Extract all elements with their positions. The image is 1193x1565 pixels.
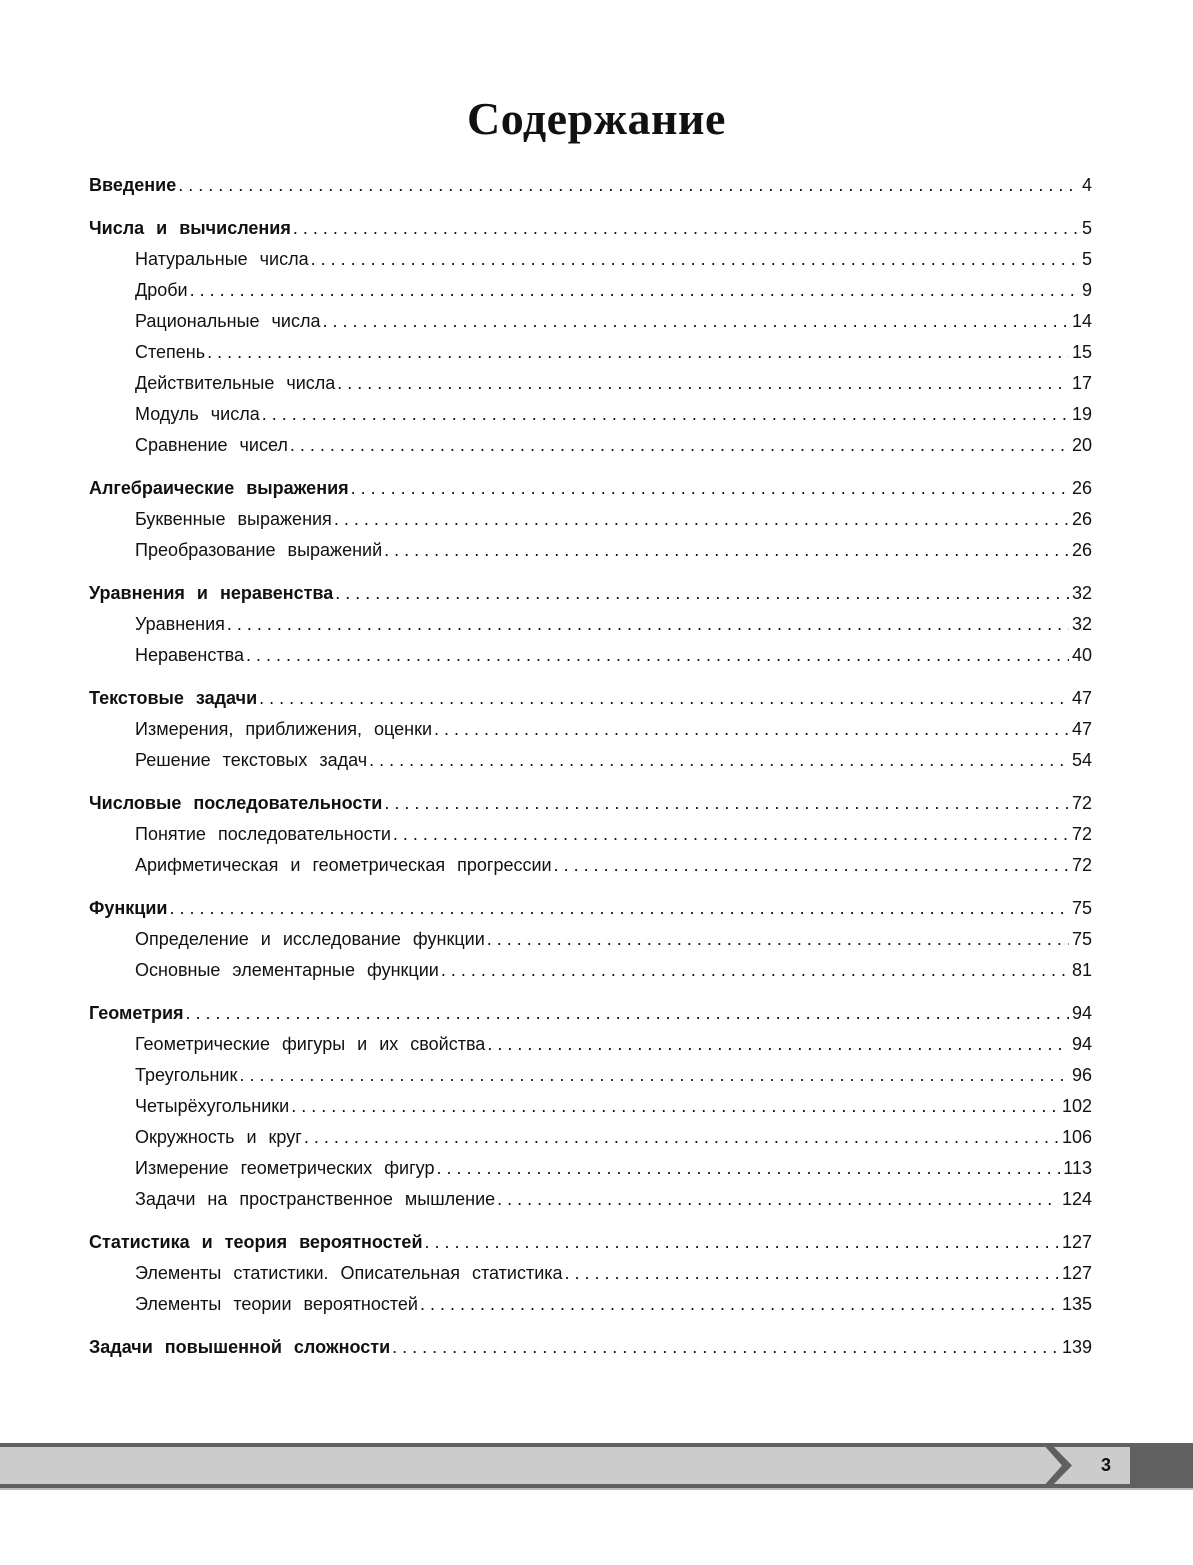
toc-subsection[interactable]: [89, 1289, 1092, 1320]
toc-subsection[interactable]: [89, 924, 1092, 955]
entry-page-number: 4: [1081, 175, 1092, 195]
dot-leader: [425, 1227, 1059, 1258]
toc-subsection[interactable]: [89, 337, 1092, 368]
entry-title: Окружность и круг: [135, 1127, 302, 1147]
dot-leader: [246, 640, 1069, 671]
entry-title: Введение: [89, 175, 177, 195]
dot-leader: [434, 714, 1069, 745]
entry-title: Сравнение чисел: [135, 435, 288, 455]
entry-page-number: 106: [1061, 1127, 1092, 1147]
entry-page-number: 81: [1071, 960, 1092, 980]
entry-page-number: 9: [1081, 280, 1092, 300]
toc-subsection[interactable]: [89, 430, 1092, 461]
entry-page-number: 20: [1071, 435, 1092, 455]
entry-title: Модуль числа: [135, 404, 260, 424]
dot-leader: [369, 745, 1069, 776]
toc-subsection[interactable]: [89, 850, 1092, 881]
dot-leader: [337, 368, 1069, 399]
entry-title: Арифметическая и геометрическая прогрессии: [135, 855, 552, 875]
entry-title: Буквенные выражения: [135, 509, 332, 529]
entry-page-number: 32: [1071, 614, 1092, 634]
dot-leader: [487, 924, 1069, 955]
entry-title: Неравенства: [135, 645, 244, 665]
entry-title: Определение и исследование функции: [135, 929, 485, 949]
entry-page-number: 75: [1071, 929, 1092, 949]
entry-page-number: 127: [1061, 1263, 1092, 1283]
dot-leader: [335, 578, 1069, 609]
toc-subsection[interactable]: [89, 609, 1092, 640]
entry-page-number: 14: [1071, 311, 1092, 331]
entry-title: Уравнения и неравенства: [89, 583, 334, 603]
dot-leader: [384, 535, 1069, 566]
dot-leader: [420, 1289, 1059, 1320]
toc-subsection[interactable]: [89, 1258, 1092, 1289]
entry-title: Задачи на пространственное мышление: [135, 1189, 496, 1209]
entry-title: Основные элементарные функции: [135, 960, 439, 980]
toc-subsection[interactable]: [89, 745, 1092, 776]
dot-leader: [393, 819, 1069, 850]
chevron-right-icon: [1042, 1443, 1082, 1488]
toc-subsection[interactable]: [89, 504, 1092, 535]
entry-page-number: 72: [1071, 824, 1092, 844]
toc-subsection[interactable]: [89, 1029, 1092, 1060]
entry-page-number: 139: [1061, 1337, 1092, 1357]
dot-leader: [497, 1184, 1059, 1215]
toc-subsection[interactable]: [89, 714, 1092, 745]
entry-page-number: 94: [1071, 1034, 1092, 1054]
toc-subsection[interactable]: [89, 1122, 1092, 1153]
toc-subsection[interactable]: [89, 1184, 1092, 1215]
entry-page-number: 102: [1061, 1096, 1092, 1116]
entry-title: Алгебраические выражения: [89, 478, 349, 498]
dot-leader: [351, 473, 1069, 504]
entry-page-number: 5: [1081, 218, 1092, 238]
dot-leader: [293, 213, 1079, 244]
entry-page-number: 75: [1071, 898, 1092, 918]
table-of-contents: [89, 170, 1092, 1363]
entry-page-number: 5: [1081, 249, 1092, 269]
entry-title: Треугольник: [135, 1065, 238, 1085]
entry-title: Элементы статистики. Описательная статистика: [135, 1263, 563, 1283]
toc-section[interactable]: [89, 788, 1092, 819]
toc-subsection[interactable]: [89, 306, 1092, 337]
dot-leader: [290, 430, 1069, 461]
entry-title: Понятие последовательности: [135, 824, 391, 844]
entry-page-number: 15: [1071, 342, 1092, 362]
entry-title: Решение текстовых задач: [135, 750, 368, 770]
entry-page-number: 72: [1071, 793, 1092, 813]
toc-subsection[interactable]: [89, 955, 1092, 986]
page-footer: [0, 1443, 1193, 1491]
entry-page-number: 72: [1071, 855, 1092, 875]
dot-leader: [239, 1060, 1069, 1091]
entry-page-number: 94: [1071, 1003, 1092, 1023]
dot-leader: [322, 306, 1069, 337]
toc-subsection[interactable]: [89, 819, 1092, 850]
entry-title: Задачи повышенной сложности: [89, 1337, 391, 1357]
dot-leader: [227, 609, 1069, 640]
entry-page-number: 127: [1061, 1232, 1092, 1252]
entry-page-number: 26: [1071, 478, 1092, 498]
toc-section[interactable]: [89, 1332, 1092, 1363]
entry-page-number: 47: [1071, 688, 1092, 708]
entry-title: Текстовые задачи: [89, 688, 258, 708]
dot-leader: [207, 337, 1069, 368]
page-title: Содержание: [467, 93, 726, 144]
entry-page-number: 54: [1071, 750, 1092, 770]
dot-leader: [169, 893, 1069, 924]
toc-section[interactable]: [89, 473, 1092, 504]
dot-leader: [178, 170, 1079, 201]
toc-section[interactable]: [89, 213, 1092, 244]
entry-page-number: 113: [1063, 1158, 1092, 1178]
entry-title: Дроби: [135, 280, 188, 300]
dot-leader: [262, 399, 1069, 430]
dot-leader: [311, 244, 1079, 275]
dot-leader: [334, 504, 1069, 535]
dot-leader: [392, 1332, 1059, 1363]
toc-section[interactable]: [89, 578, 1092, 609]
dot-leader: [384, 788, 1069, 819]
entry-title: Измерения, приближения, оценки: [135, 719, 433, 739]
entry-title: Рациональные числа: [135, 311, 321, 331]
dot-leader: [441, 955, 1069, 986]
entry-title: Функции: [89, 898, 168, 918]
dot-leader: [190, 275, 1079, 306]
toc-subsection[interactable]: [89, 368, 1092, 399]
entry-page-number: 17: [1071, 373, 1092, 393]
entry-page-number: 124: [1061, 1189, 1092, 1209]
entry-title: Измерение геометрических фигур: [135, 1158, 435, 1178]
dot-leader: [487, 1029, 1069, 1060]
toc-section[interactable]: [89, 683, 1092, 714]
footer-bar-fill: [0, 1447, 1130, 1484]
entry-title: Числовые последовательности: [89, 793, 383, 813]
toc-subsection[interactable]: [89, 535, 1092, 566]
entry-page-number: 96: [1071, 1065, 1092, 1085]
dot-leader: [186, 998, 1069, 1029]
entry-page-number: 40: [1071, 645, 1092, 665]
toc-subsection[interactable]: [89, 275, 1092, 306]
entry-title: Преобразование выражений: [135, 540, 383, 560]
entry-title: Статистика и теория вероятностей: [89, 1232, 423, 1252]
page-number: 3: [1100, 1455, 1111, 1475]
entry-title: Четырёхугольники: [135, 1096, 290, 1116]
entry-title: Натуральные числа: [135, 249, 309, 269]
entry-title: Действительные числа: [135, 373, 336, 393]
entry-title: Степень: [135, 342, 206, 362]
entry-page-number: 32: [1071, 583, 1092, 603]
footer-bar-shadow: [0, 1488, 1193, 1490]
entry-title: Геометрия: [89, 1003, 184, 1023]
toc-subsection[interactable]: [89, 1153, 1092, 1184]
toc-section[interactable]: [89, 170, 1092, 201]
entry-title: Уравнения: [135, 614, 225, 634]
entry-page-number: 135: [1061, 1294, 1092, 1314]
toc-subsection[interactable]: [89, 399, 1092, 430]
entry-title: Числа и вычисления: [89, 218, 291, 238]
toc-subsection[interactable]: [89, 640, 1092, 671]
toc-section[interactable]: [89, 1227, 1092, 1258]
dot-leader: [259, 683, 1069, 714]
entry-page-number: 26: [1071, 509, 1092, 529]
dot-leader: [291, 1091, 1059, 1122]
entry-title: Геометрические фигуры и их свойства: [135, 1034, 486, 1054]
dot-leader: [565, 1258, 1059, 1289]
dot-leader: [436, 1153, 1060, 1184]
entry-title: Элементы теории вероятностей: [135, 1294, 418, 1314]
toc-section[interactable]: [89, 998, 1092, 1029]
toc-section[interactable]: [89, 893, 1092, 924]
entry-page-number: 47: [1071, 719, 1092, 739]
toc-subsection[interactable]: [89, 1091, 1092, 1122]
dot-leader: [304, 1122, 1059, 1153]
toc-subsection[interactable]: [89, 1060, 1092, 1091]
dot-leader: [554, 850, 1069, 881]
entry-page-number: 26: [1071, 540, 1092, 560]
entry-page-number: 19: [1071, 404, 1092, 424]
toc-subsection[interactable]: [89, 244, 1092, 275]
